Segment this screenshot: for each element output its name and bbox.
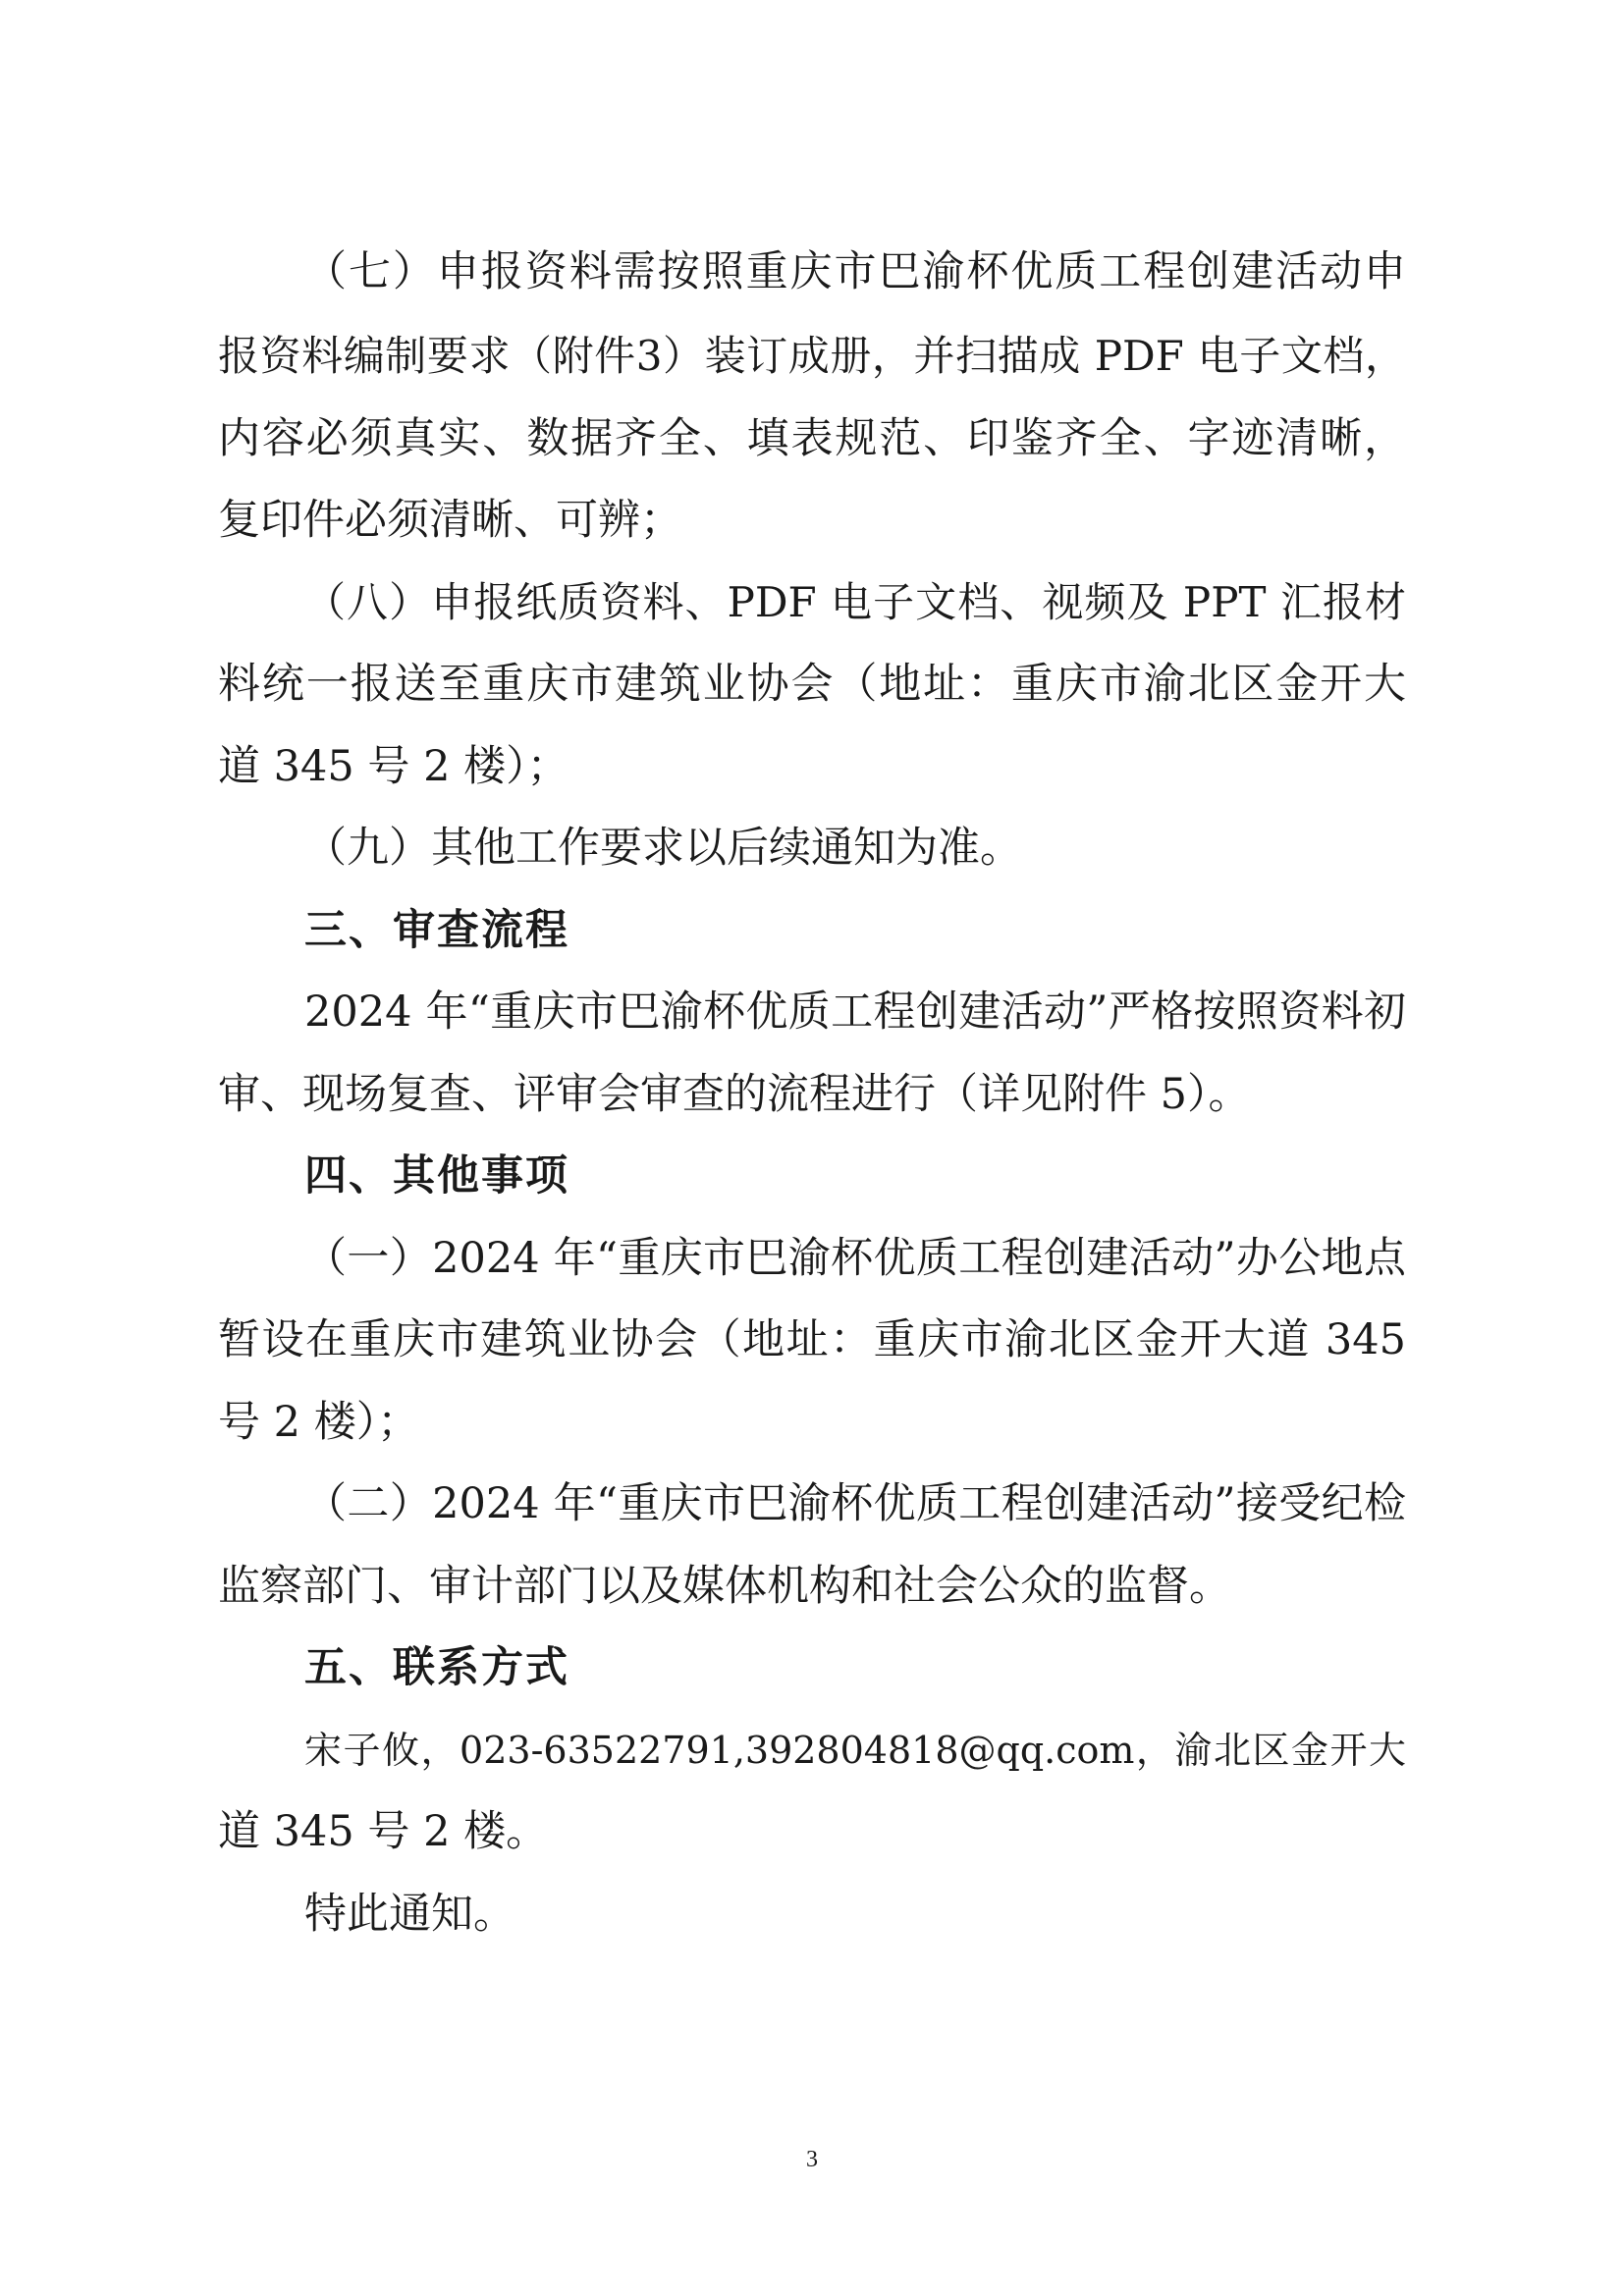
review-process-line-2: 审、现场复查、评审会审查的流程进行（详见附件 5）。	[218, 1070, 1251, 1119]
review-process-line-1: 2024 年“重庆市巴渝杯优质工程创建活动”严格按照资料初	[304, 988, 1406, 1037]
other-matters-1-line-3: 号 2 楼）；	[218, 1398, 420, 1447]
paragraph-7-line-4: 复印件必须清晰、可辨；	[218, 496, 682, 545]
section-heading-other-matters: 四、其他事项	[304, 1151, 569, 1201]
contact-line-2: 道 345 号 2 楼。	[218, 1807, 549, 1856]
other-matters-1-line-2: 暂设在重庆市建筑业协会（地址：重庆市渝北区金开大道 345	[218, 1315, 1406, 1364]
other-matters-1-line-1: （一）2024 年“重庆市巴渝杯优质工程创建活动”办公地点	[304, 1234, 1406, 1283]
paragraph-7-line-2: 报资料编制要求（附件3）装订成册，并扫描成 PDF 电子文档，	[218, 332, 1406, 380]
other-matters-2-line-2: 监察部门、审计部门以及媒体机构和社会公众的监督。	[218, 1562, 1231, 1611]
section-heading-contact: 五、联系方式	[304, 1643, 569, 1692]
closing-notice: 特此通知。	[304, 1890, 515, 1939]
section-heading-review-process: 三、审查流程	[304, 906, 569, 955]
contact-line-1: 宋子攸，023-63522791,392804818@qq.com，渝北区金开大	[304, 1729, 1406, 1772]
paragraph-8-line-3: 道 345 号 2 楼）；	[218, 742, 569, 791]
paragraph-9: （九）其他工作要求以后续通知为准。	[304, 824, 1022, 873]
paragraph-7-line-3: 内容必须真实、数据齐全、填表规范、印鉴齐全、字迹清晰，	[218, 414, 1406, 463]
paragraph-8-line-2: 料统一报送至重庆市建筑业协会（地址：重庆市渝北区金开大	[218, 660, 1406, 709]
paragraph-7-line-1: （七）申报资料需按照重庆市巴渝杯优质工程创建活动申	[304, 247, 1406, 296]
paragraph-8-line-1: （八）申报纸质资料、PDF 电子文档、视频及 PPT 汇报材	[304, 578, 1406, 626]
page-number: 3	[806, 2147, 818, 2172]
other-matters-2-line-1: （二）2024 年“重庆市巴渝杯优质工程创建活动”接受纪检	[304, 1479, 1406, 1528]
